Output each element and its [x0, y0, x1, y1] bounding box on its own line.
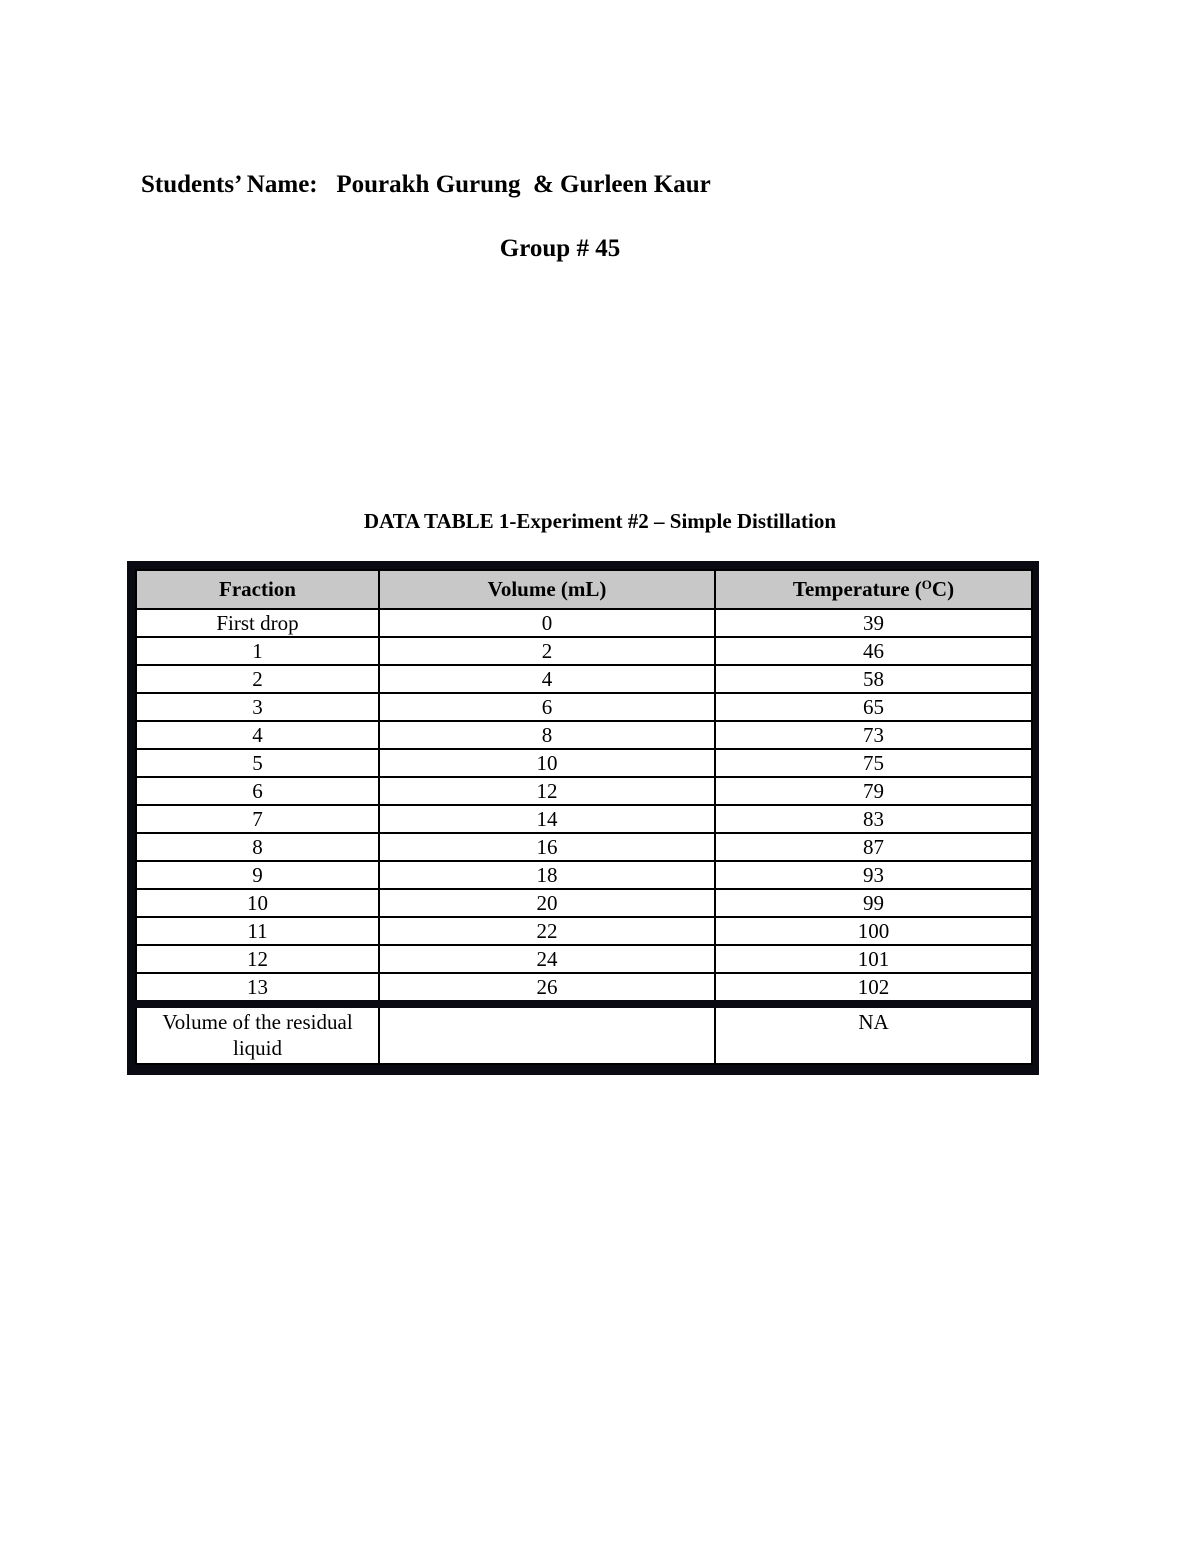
cell-temperature: 46 [715, 637, 1032, 665]
cell-temperature: 75 [715, 749, 1032, 777]
column-header-temperature: Temperature ($^O$C) [715, 570, 1032, 609]
table-row [136, 637, 1032, 665]
cell-temperature: 65 [715, 693, 1032, 721]
cell-fraction: 2 [136, 665, 379, 693]
cell-volume: 22 [379, 917, 715, 945]
table-row [136, 973, 1032, 1004]
residual-liquid-volume [379, 1004, 715, 1064]
cell-volume: 10 [379, 749, 715, 777]
table-row [136, 833, 1032, 861]
table-row [136, 917, 1032, 945]
cell-fraction: 8 [136, 833, 379, 861]
residual-liquid-label: Volume of the residual liquid [136, 1004, 379, 1064]
cell-fraction: 5 [136, 749, 379, 777]
table-row [136, 861, 1032, 889]
cell-temperature: 100 [715, 917, 1032, 945]
cell-fraction: 12 [136, 945, 379, 973]
residual-liquid-temperature: NA [715, 1004, 1032, 1064]
students-names: Pourakh Gurung & Gurleen Kaur [336, 171, 711, 198]
table-row [136, 945, 1032, 973]
cell-temperature: 39 [715, 609, 1032, 637]
cell-temperature: 101 [715, 945, 1032, 973]
cell-temperature: 87 [715, 833, 1032, 861]
cell-volume: 20 [379, 889, 715, 917]
table-row [136, 749, 1032, 777]
cell-volume: 2 [379, 637, 715, 665]
students-name-line [141, 170, 711, 200]
residual-liquid-row [136, 1004, 1032, 1064]
cell-volume: 16 [379, 833, 715, 861]
table-row [136, 805, 1032, 833]
cell-temperature: 58 [715, 665, 1032, 693]
cell-volume: 6 [379, 693, 715, 721]
cell-temperature: 83 [715, 805, 1032, 833]
cell-temperature: 73 [715, 721, 1032, 749]
table-title: DATA TABLE 1-Experiment #2 – Simple Distillation [363, 509, 837, 533]
table-row [136, 777, 1032, 805]
cell-fraction: 6 [136, 777, 379, 805]
table-row [136, 693, 1032, 721]
table-header-row [136, 570, 1032, 609]
cell-volume: 12 [379, 777, 715, 805]
column-header-volume: Volume (mL) [379, 570, 715, 609]
data-table [135, 569, 1033, 1065]
cell-volume: 26 [379, 973, 715, 1004]
cell-volume: 0 [379, 609, 715, 637]
cell-temperature: 93 [715, 861, 1032, 889]
cell-fraction: 3 [136, 693, 379, 721]
column-header-fraction: Fraction [136, 570, 379, 609]
cell-fraction: 9 [136, 861, 379, 889]
table-row [136, 721, 1032, 749]
cell-fraction: First drop [136, 609, 379, 637]
table-row [136, 609, 1032, 637]
cell-fraction: 10 [136, 889, 379, 917]
cell-volume: 4 [379, 665, 715, 693]
cell-temperature: 99 [715, 889, 1032, 917]
cell-fraction: 11 [136, 917, 379, 945]
cell-temperature: 102 [715, 973, 1032, 1004]
table-body [136, 609, 1032, 1004]
cell-volume: 14 [379, 805, 715, 833]
cell-fraction: 13 [136, 973, 379, 1004]
table-row [136, 889, 1032, 917]
cell-volume: 8 [379, 721, 715, 749]
cell-volume: 24 [379, 945, 715, 973]
cell-fraction: 1 [136, 637, 379, 665]
cell-temperature: 79 [715, 777, 1032, 805]
cell-fraction: 7 [136, 805, 379, 833]
cell-volume: 18 [379, 861, 715, 889]
table-row [136, 665, 1032, 693]
cell-fraction: 4 [136, 721, 379, 749]
group-number: Group # 45 [499, 235, 621, 262]
data-table-frame [127, 561, 1039, 1075]
students-label: Students’ Name: [141, 171, 318, 198]
